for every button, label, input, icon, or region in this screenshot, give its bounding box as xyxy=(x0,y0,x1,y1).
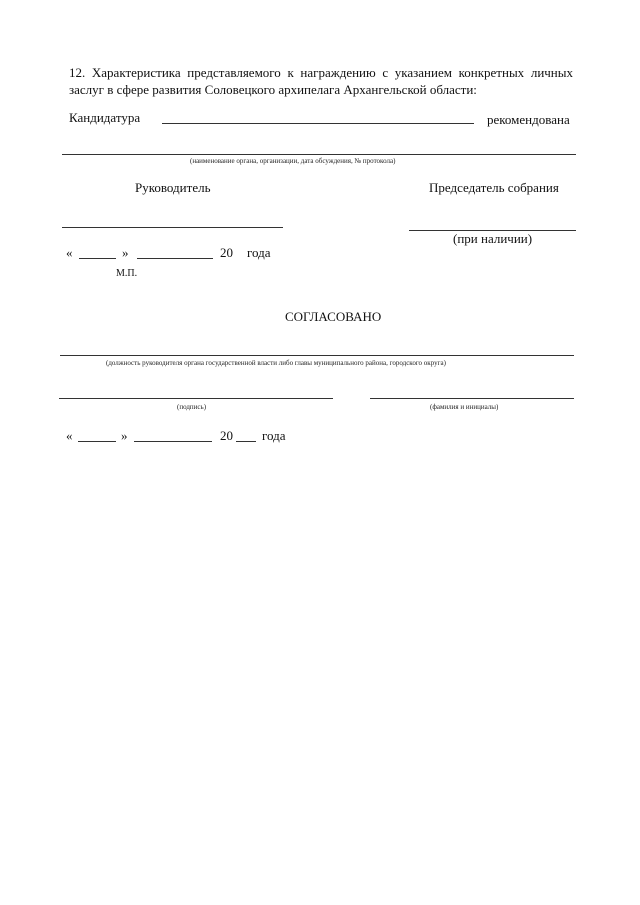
name-caption: (фамилия и инициалы) xyxy=(430,403,499,411)
date-open-quote: « xyxy=(66,245,73,260)
agreed-title: СОГЛАСОВАНО xyxy=(285,309,382,324)
name-blank-line[interactable] xyxy=(370,398,574,399)
position-caption: (должность руководителя органа государственной власти либо главы муниципального района, городского округа) xyxy=(106,359,446,367)
candidacy-blank-line[interactable] xyxy=(162,123,474,124)
date-month-blank[interactable] xyxy=(137,258,213,259)
head-label: Руководитель xyxy=(135,180,211,195)
organization-caption: (наименование органа, организации, дата обсуждения, № протокола) xyxy=(190,157,396,165)
if-any-note: (при наличии) xyxy=(453,231,533,246)
signature-blank-line[interactable] xyxy=(59,398,333,399)
chairman-label: Председатель собрания xyxy=(429,180,559,195)
candidacy-label: Кандидатура xyxy=(69,110,141,125)
date2-year-prefix: 20 xyxy=(220,428,233,443)
date-year-word: года xyxy=(247,245,271,260)
date2-year-blank[interactable] xyxy=(236,441,256,442)
date-close-quote: » xyxy=(122,245,129,260)
signature-caption: (подпись) xyxy=(177,403,207,411)
date2-month-blank[interactable] xyxy=(134,441,212,442)
date-day-blank[interactable] xyxy=(79,258,116,259)
date2-day-blank[interactable] xyxy=(78,441,116,442)
section-12-line-2: заслуг в сфере развития Соловецкого архипелага Архангельской области: xyxy=(69,82,477,97)
date2-open-quote: « xyxy=(66,428,73,443)
section-12-line-1: 12. Характеристика представляемого к награждению с указанием конкретных личных xyxy=(69,65,573,80)
date-year-prefix: 20 xyxy=(220,245,233,260)
date2-year-word: года xyxy=(262,428,286,443)
recommended-label: рекомендована xyxy=(487,112,570,127)
date2-close-quote: » xyxy=(121,428,128,443)
organization-blank-line[interactable] xyxy=(62,154,576,155)
stamp-place-label: М.П. xyxy=(116,268,138,279)
head-signature-line[interactable] xyxy=(62,227,283,228)
position-blank-line[interactable] xyxy=(60,355,574,356)
